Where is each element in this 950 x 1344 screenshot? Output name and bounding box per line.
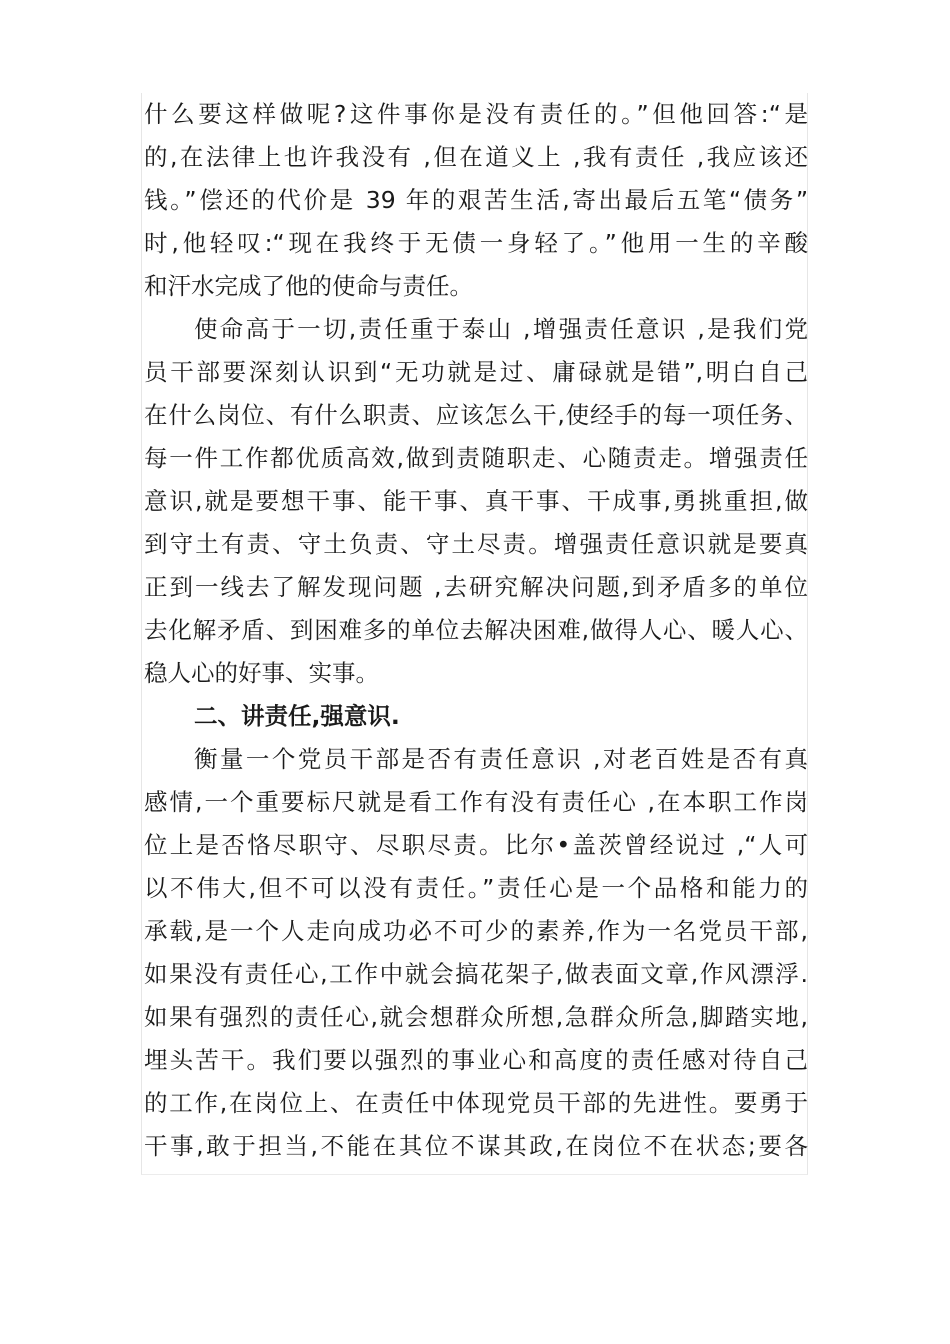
body-line: 的,在法律上也许我没有 ,但在道义上 ,我有责任 ,我应该还 bbox=[144, 143, 808, 171]
body-line: 的工作,在岗位上、在责任中体现党员干部的先进性。要勇于 bbox=[144, 1089, 808, 1117]
paragraph-first-line: 衡量一个党员干部是否有责任意识 ,对老百姓是否有真 bbox=[194, 745, 808, 773]
body-line: 以不伟大,但不可以没有责任。”责任心是一个品格和能力的 bbox=[144, 874, 808, 902]
body-line: 承载,是一个人走向成功必不可少的素养,作为一名党员干部, bbox=[144, 917, 808, 945]
body-line: 和汗水完成了他的使命与责任。 bbox=[144, 272, 473, 300]
body-line: 位上是否恪尽职守、尽职尽责。比尔•盖茨曾经说过 ,“人可 bbox=[144, 831, 808, 859]
body-line: 正到一线去了解发现问题 ,去研究解决问题,到矛盾多的单位 bbox=[144, 573, 808, 601]
body-line: 到守土有责、守土负责、守土尽责。增强责任意识就是要真 bbox=[144, 530, 808, 558]
body-line: 稳人心的好事、实事。 bbox=[144, 659, 379, 687]
body-line: 去化解矛盾、到困难多的单位去解决困难,做得人心、暖人心、 bbox=[144, 616, 808, 644]
body-line: 干事,敢于担当,不能在其位不谋其政,在岗位不在状态;要各 bbox=[144, 1132, 808, 1160]
body-line: 在什么岗位、有什么职责、应该怎么干,使经手的每一项任务、 bbox=[144, 401, 808, 429]
paragraph-first-line: 使命高于一切,责任重于泰山 ,增强责任意识 ,是我们党 bbox=[194, 315, 808, 343]
body-line: 每一件工作都优质高效,做到责随职走、心随责走。增强责任 bbox=[144, 444, 808, 472]
body-line: 如果有强烈的责任心,就会想群众所想,急群众所急,脚踏实地, bbox=[144, 1003, 808, 1031]
body-line: 时,他轻叹:“现在我终于无债一身轻了。”他用一生的辛酸 bbox=[144, 229, 808, 257]
body-line: 什么要这样做呢?这件事你是没有责任的。”但他回答:“是 bbox=[144, 100, 808, 128]
body-line: 感情,一个重要标尺就是看工作有没有责任心 ,在本职工作岗 bbox=[144, 788, 808, 816]
body-line: 员干部要深刻认识到“无功就是过、庸碌就是错”,明白自己 bbox=[144, 358, 808, 386]
body-line: 意识,就是要想干事、能干事、真干事、干成事,勇挑重担,做 bbox=[144, 487, 808, 515]
body-line: 如果没有责任心,工作中就会搞花架子,做表面文章,作风漂浮. bbox=[144, 960, 808, 988]
body-line: 钱。”偿还的代价是 39 年的艰苦生活,寄出最后五笔“债务” bbox=[144, 186, 808, 214]
section-heading: 二、讲责任,强意识. bbox=[194, 702, 400, 730]
body-line: 埋头苦干。我们要以强烈的事业心和高度的责任感对待自己 bbox=[144, 1046, 808, 1074]
